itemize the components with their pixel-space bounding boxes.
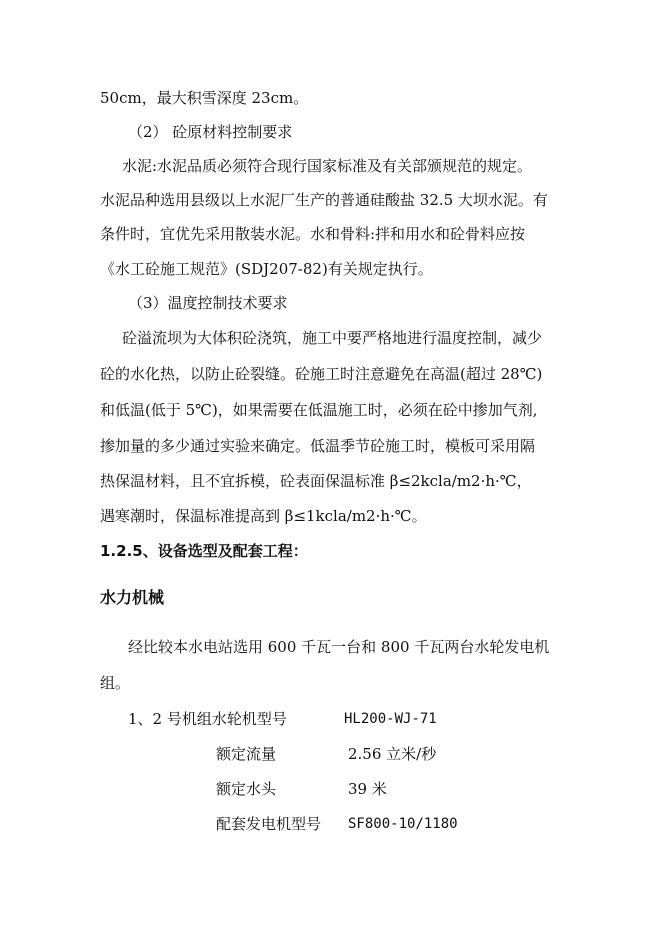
spec-flow-label: 额定流量 [216, 745, 277, 763]
paragraph-intro-line-1: 经比较本水电站选用 600 千瓦一台和 800 千瓦两台水轮发电机 [128, 638, 550, 656]
paragraph-cement-line-2: 水泥品种选用县级以上水泥厂生产的普通硅酸盐 32.5 大坝水泥。有 [100, 191, 548, 209]
paragraph-cement-line-4: 《水工砼施工规范》(SDJ207-82)有关规定执行。 [100, 260, 433, 278]
paragraph-cement-line-1: 水泥:水泥品质必须符合现行国家标准及有关部颁规范的规定。 [122, 157, 533, 175]
paragraph-cement-line-3: 条件时，宜优先采用散装水泥。水和骨料:拌和用水和砼骨料应按 [100, 225, 526, 243]
paragraph-temp-line-4: 掺加量的多少通过实验来确定。低温季节砼施工时，模板可采用隔 [100, 437, 536, 455]
spec-turbine-value: HL200-WJ-71 [344, 711, 437, 727]
spec-generator-value: SF800-10/1180 [348, 816, 458, 832]
paragraph-temp-line-1: 砼溢流坝为大体积砼浇筑，施工中要严格地进行温度控制，减少 [122, 329, 543, 347]
paragraph-temp-line-6: 遇寒潮时，保温标准提高到 β≤1kcla/m2·h·℃。 [100, 507, 427, 525]
heading-material-control: （2） 砼原材料控制要求 [128, 123, 293, 141]
heading-temperature-control: （3）温度控制技术要求 [128, 294, 288, 312]
paragraph-temp-line-3: 和低温(低于 5℃)，如果需要在低温施工时，必须在砼中掺加气剂, [100, 401, 538, 419]
spec-head-value: 39 米 [348, 780, 387, 798]
spec-turbine-label: 1、2 号机组水轮机型号 [128, 710, 287, 728]
paragraph-intro-line-2: 组。 [100, 674, 131, 692]
paragraph-snow-depth: 50cm，最大积雪深度 23cm。 [100, 89, 309, 107]
spec-flow-value: 2.56 立米/秒 [348, 745, 437, 763]
spec-generator-label: 配套发电机型号 [216, 815, 322, 833]
spec-head-label: 额定水头 [216, 780, 277, 798]
section-heading-equipment: 1.2.5、设备选型及配套工程： [100, 542, 308, 560]
paragraph-temp-line-5: 热保温材料，且不宜拆模，砼表面保温标准 β≤2kcla/m2·h·℃， [100, 472, 532, 490]
paragraph-temp-line-2: 砼的水化热，以防止砼裂缝。砼施工时注意避免在高温(超过 28℃) [100, 365, 543, 383]
subheading-hydraulic-machinery: 水力机械 [100, 588, 165, 607]
